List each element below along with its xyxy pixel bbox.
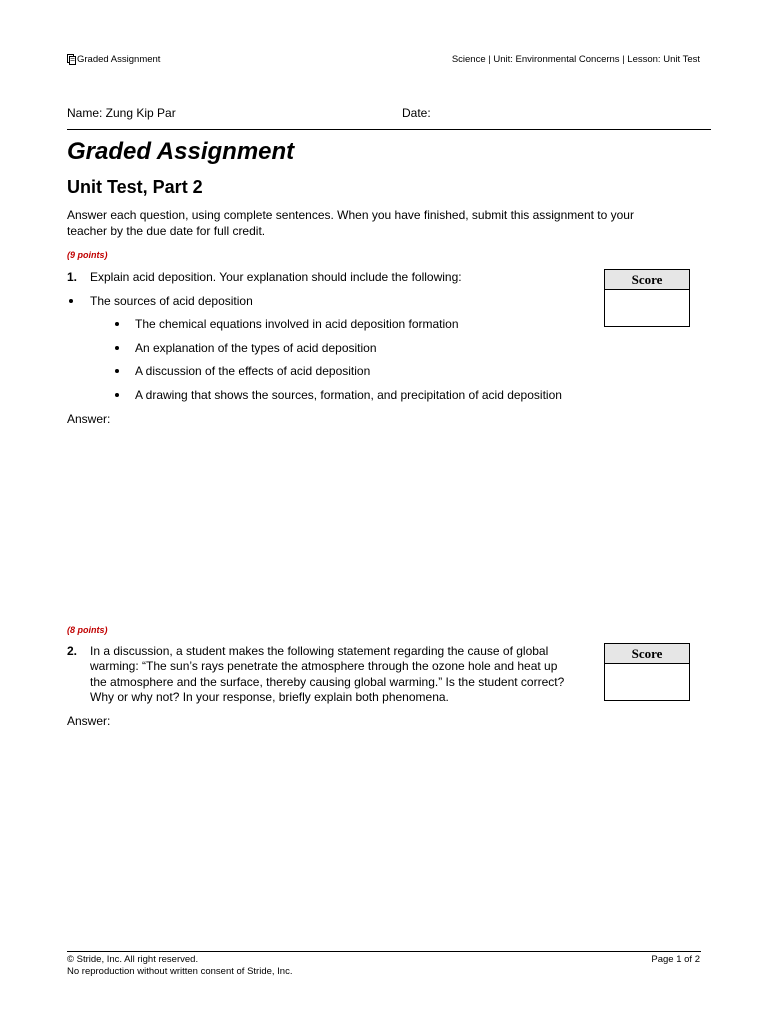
bullet-icon [69,299,73,303]
q2-score-box [604,643,690,701]
bullet-icon [115,346,119,350]
q1-answer-label: Answer: [67,412,111,426]
header-title: Graded Assignment [77,54,161,65]
header-left [67,54,160,65]
q1-text: Explain acid deposition. Your explanation should include the following: [90,270,462,284]
q2-text-line: warming: “The sun’s rays penetrate the atmosphere through the ozone hole and heat up [90,659,558,673]
q2-text-line: In a discussion, a student makes the following statement regarding the cause of global [90,644,549,658]
q2-answer-label: Answer: [67,714,111,728]
q1-bullet-sources: The sources of acid deposition [90,294,253,308]
page-title: Graded Assignment [67,138,295,165]
header-divider [67,129,711,130]
q1-score-box [604,269,690,327]
footer-notice: No reproduction without written consent of Stride, Inc. [67,966,293,977]
instructions: Answer each question, using complete sentences. When you have finished, submit this assignment to your teacher by the due date for full credit. [67,208,634,238]
bullet-icon [115,393,119,397]
q2-points: (8 points) [67,625,108,635]
q1-points: (9 points) [67,250,108,260]
document-icon [67,54,76,65]
q1-subbullet: An explanation of the types of acid deposition [135,341,377,355]
q1-number: 1. [67,270,78,284]
date-label: Date: [402,106,431,120]
q1-subbullet: The chemical equations involved in acid deposition formation [135,317,459,331]
q2-score-label: Score [605,644,689,664]
bullet-icon [115,369,119,373]
q1-subbullet: A discussion of the effects of acid deposition [135,364,371,378]
page-subtitle: Unit Test, Part 2 [67,177,203,197]
q1-score-field[interactable] [605,290,689,326]
q2-text-line: the atmosphere and the surface, thereby causing global warming.” Is the student correct? [90,675,565,689]
page-number: Page 1 of 2 [651,954,700,965]
q2-text-line: Why or why not? In your response, briefly explain both phenomena. [90,690,449,704]
q1-subbullet: A drawing that shows the sources, formation, and precipitation of acid deposition [135,388,562,402]
footer-copyright: © Stride, Inc. All right reserved. [67,954,199,965]
q2-score-field[interactable] [605,664,689,700]
bullet-icon [115,322,119,326]
header-breadcrumb: Science | Unit: Environmental Concerns | Lesson: Unit Test [451,54,700,65]
student-name: Name: Zung Kip Par [67,106,176,120]
q2-number: 2. [67,644,78,658]
q1-score-label: Score [605,270,689,290]
footer-divider [67,951,701,952]
